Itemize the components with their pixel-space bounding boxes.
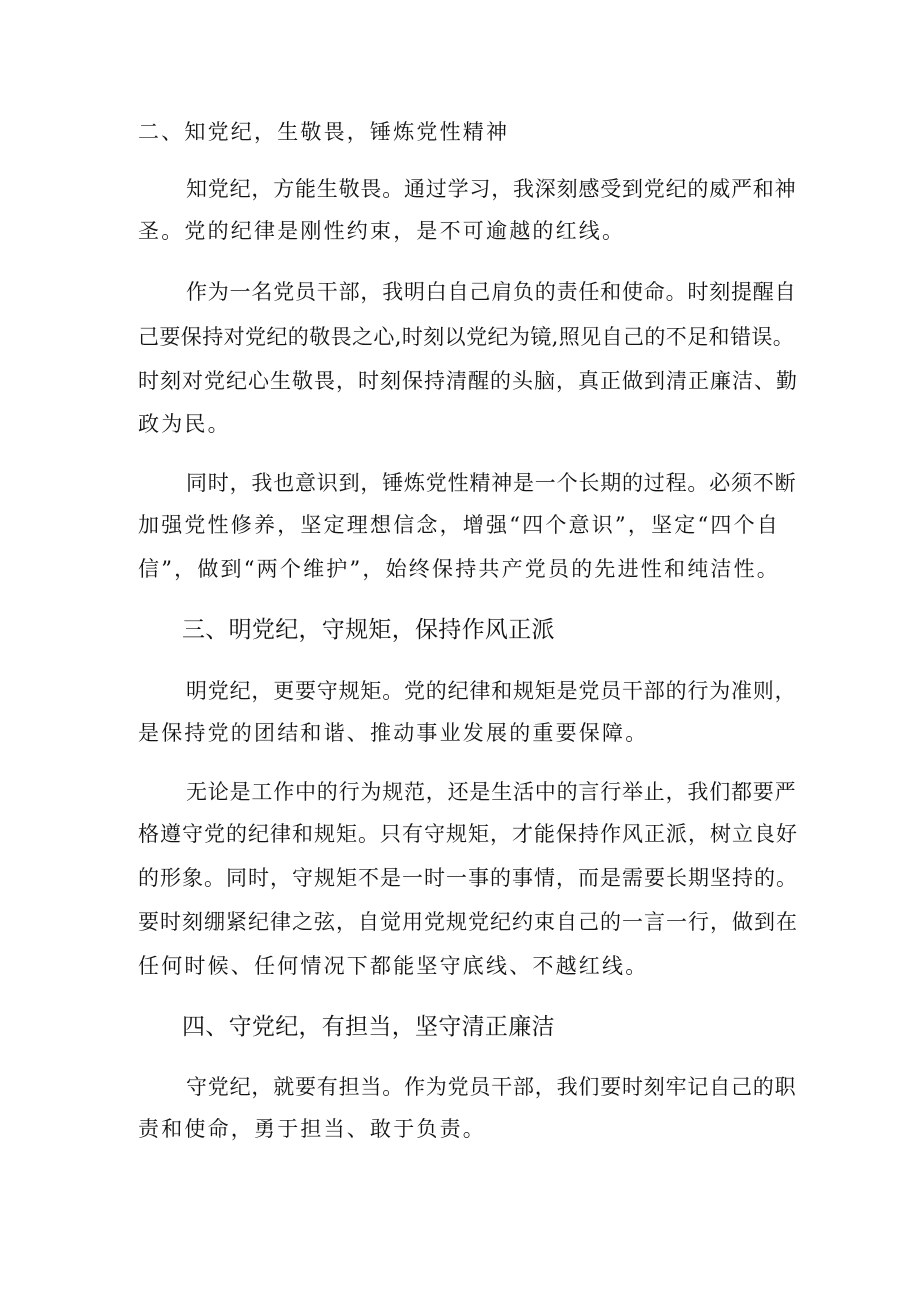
section3-heading: 三、明党纪，守规矩，保持作风正派 [182,617,555,643]
section4-heading: 四、守党纪，有担当，坚守清正廉洁 [182,1014,555,1040]
section3-p1-line1: 明党纪，更要守规矩。党的纪律和规矩是党员干部的行为准则， [186,679,797,703]
section2-p1-line2: 圣。党的纪律是刚性约束，是不可逾越的红线。 [138,219,626,243]
section4-p1-line2: 责和使命，勇于担当、敢于负责。 [138,1117,486,1141]
section2-p2-line4: 政为民。 [138,412,231,436]
section3-p2-line3: 的形象。同时，守规矩不是一时一事的事情，而是需要长期坚持的。 [138,866,798,890]
section3-p2-line2: 格遵守党的纪律和规矩。只有守规矩，才能保持作风正派，树立良好 [138,822,798,846]
section2-p3-line2: 加强党性修养，坚定理想信念，增强“四个意识”，坚定“四个自 [138,513,781,537]
section3-p2-line4: 要时刻绷紧纪律之弦，自觉用党规党纪约束自己的一言一行，做到在 [138,910,798,934]
section3-p2-line1: 无论是工作中的行为规范，还是生活中的言行举止，我们都要严 [186,780,797,804]
section2-p3-line1: 同时，我也意识到，锤炼党性精神是一个长期的过程。必须不断 [186,471,797,495]
section2-p3-line3: 信”，做到“两个维护”，始终保持共产党员的先进性和纯洁性。 [138,557,781,581]
section2-heading: 二、知党纪，生敬畏，锤炼党性精神 [138,120,510,144]
section4-p1-line1: 守党纪，就要有担当。作为党员干部，我们要时刻牢记自己的职 [186,1075,797,1099]
section2-p2-line1: 作为一名党员干部，我明白自己肩负的责任和使命。时刻提醒自 [186,280,797,304]
section3-p2-line5: 任何时候、任何情况下都能坚守底线、不越红线。 [138,954,649,978]
section2-p1-line1: 知党纪，方能生敬畏。通过学习，我深刻感受到党纪的威严和神 [186,177,797,201]
section2-p2-line3: 时刻对党纪心生敬畏，时刻保持清醒的头脑，真正做到清正廉洁、勤 [138,369,798,393]
section2-p2-line2: 己要保持对党纪的敬畏之心,时刻以党纪为镜,照见自己的不足和错误。 [138,325,795,349]
section3-p1-line2: 是保持党的团结和谐、推动事业发展的重要保障。 [138,721,649,745]
